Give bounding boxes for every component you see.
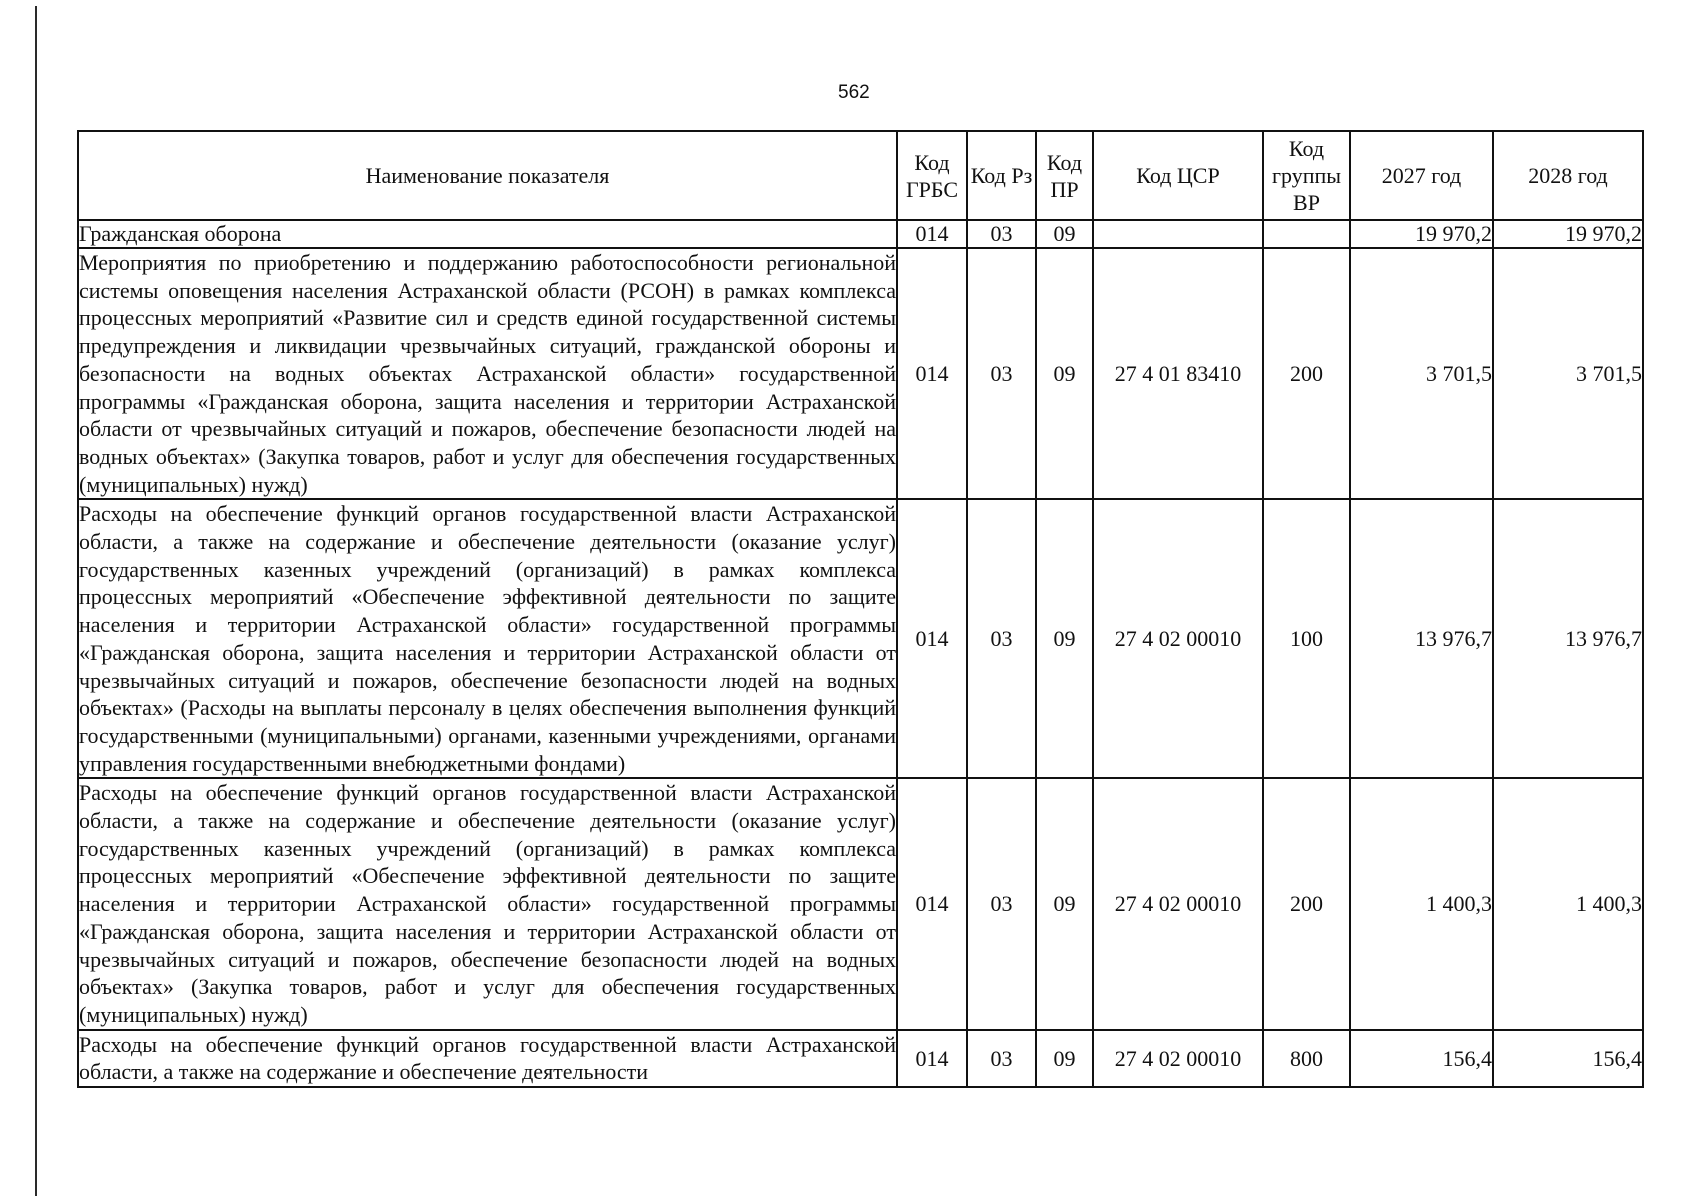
row-csr: 27 4 02 00010 (1093, 1030, 1263, 1087)
header-2027: 2027 год (1350, 131, 1493, 220)
row-pr: 09 (1036, 778, 1093, 1029)
row-2028: 13 976,7 (1493, 499, 1643, 778)
row-rz: 03 (967, 778, 1036, 1029)
row-2027: 13 976,7 (1350, 499, 1493, 778)
table-row (78, 1030, 1643, 1087)
binding-margin-line (35, 6, 37, 1196)
row-2027: 19 970,2 (1350, 220, 1493, 248)
table-row (78, 499, 1643, 778)
table-row (78, 248, 1643, 499)
row-name: Мероприятия по приобретению и поддержанию работоспособности региональной системы оповещения населения Астраханской области (РСОН) в рамках комплекса процессных мероприятий «Развитие сил и средств единой государственной системы предупреждения и ликвидации чрезвычайных ситуаций, гражданской обороны и безопасности на водных объектах Астраханской области» государственной программы «Гражданская оборона, защита населения и территории Астраханской области от чрезвычайных ситуаций и пожаров, обеспечение безопасности людей на водных объектах» (Закупка товаров, работ и услуг для обеспечения государственных (муниципальных) нужд) (78, 248, 897, 499)
header-pr: Код ПР (1036, 131, 1093, 220)
header-name: Наименование показателя (78, 131, 897, 220)
row-2027: 156,4 (1350, 1030, 1493, 1087)
row-grbs: 014 (897, 778, 967, 1029)
row-name: Расходы на обеспечение функций органов государственной власти Астраханской области, а также на содержание и обеспечение деятельности (оказание услуг) государственных казенных учреждений (организаций) в рамках комплекса процессных мероприятий «Обеспечение эффективной деятельности по защите населения и территории Астраханской области» государственной программы «Гражданская оборона, защита населения и территории Астраханской области от чрезвычайных ситуаций и пожаров, обеспечение безопасности людей на водных объектах» (Закупка товаров, работ и услуг для обеспечения государственных (муниципальных) нужд) (78, 778, 897, 1029)
table-body (78, 220, 1643, 1087)
row-pr: 09 (1036, 220, 1093, 248)
row-rz: 03 (967, 1030, 1036, 1087)
row-2027: 3 701,5 (1350, 248, 1493, 499)
table-header (78, 131, 1643, 220)
row-csr: 27 4 02 00010 (1093, 778, 1263, 1029)
row-grbs: 014 (897, 248, 967, 499)
header-2028: 2028 год (1493, 131, 1643, 220)
header-row (78, 131, 1643, 220)
row-csr (1093, 220, 1263, 248)
row-name: Расходы на обеспечение функций органов государственной власти Астраханской области, а также на содержание и обеспечение деятельности (78, 1030, 897, 1087)
row-grbs: 014 (897, 1030, 967, 1087)
header-rz: Код Рз (967, 131, 1036, 220)
row-vr: 200 (1263, 248, 1350, 499)
table-row (78, 220, 1643, 248)
page-number: 562 (838, 82, 870, 103)
row-2028: 19 970,2 (1493, 220, 1643, 248)
row-pr: 09 (1036, 499, 1093, 778)
table-row (78, 778, 1643, 1029)
row-2028: 3 701,5 (1493, 248, 1643, 499)
row-name: Расходы на обеспечение функций органов государственной власти Астраханской области, а также на содержание и обеспечение деятельности (оказание услуг) государственных казенных учреждений (организаций) в рамках комплекса процессных мероприятий «Обеспечение эффективной деятельности по защите населения и территории Астраханской области» государственной программы «Гражданская оборона, защита населения и территории Астраханской области от чрезвычайных ситуаций и пожаров, обеспечение безопасности людей на водных объектах» (Расходы на выплаты персоналу в целях обеспечения выполнения функций государственными (муниципальными) органами, казенными учреждениями, органами управления государственными внебюджетными фондами) (78, 499, 897, 778)
row-grbs: 014 (897, 220, 967, 248)
row-grbs: 014 (897, 499, 967, 778)
row-rz: 03 (967, 248, 1036, 499)
row-vr: 800 (1263, 1030, 1350, 1087)
row-vr (1263, 220, 1350, 248)
row-name: Гражданская оборона (78, 220, 897, 248)
row-rz: 03 (967, 499, 1036, 778)
row-pr: 09 (1036, 248, 1093, 499)
row-csr: 27 4 01 83410 (1093, 248, 1263, 499)
row-vr: 200 (1263, 778, 1350, 1029)
header-csr: Код ЦСР (1093, 131, 1263, 220)
row-vr: 100 (1263, 499, 1350, 778)
row-rz: 03 (967, 220, 1036, 248)
row-2027: 1 400,3 (1350, 778, 1493, 1029)
header-vr: Код группы ВР (1263, 131, 1350, 220)
row-2028: 156,4 (1493, 1030, 1643, 1087)
budget-table (77, 130, 1644, 1088)
row-2028: 1 400,3 (1493, 778, 1643, 1029)
row-csr: 27 4 02 00010 (1093, 499, 1263, 778)
row-pr: 09 (1036, 1030, 1093, 1087)
header-grbs: Код ГРБС (897, 131, 967, 220)
